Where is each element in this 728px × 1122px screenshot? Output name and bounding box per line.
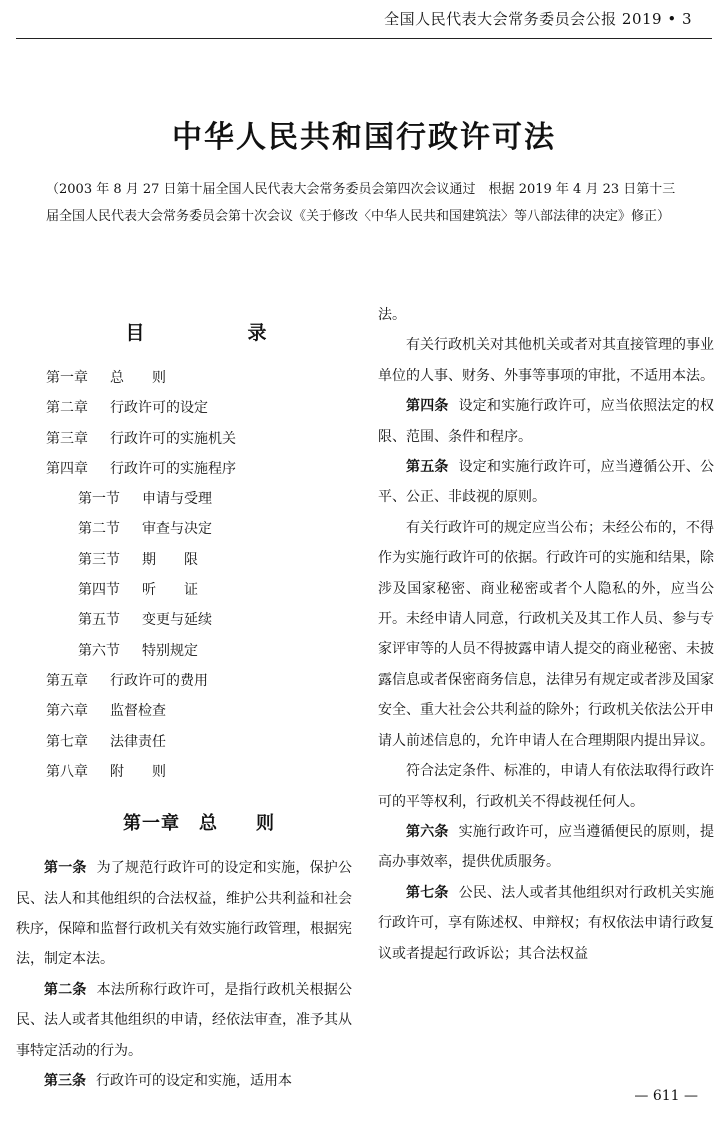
article-text: 行政许可的设定和实施，适用本 — [96, 1073, 292, 1089]
law-title: 中华人民共和国行政许可法 — [172, 120, 556, 155]
left-articles — [16, 853, 353, 1096]
article-text: 有关行政机关对其他机关或者对其直接管理的事业单位的人事、财务、外事等事项的审批，不适用本法。 — [378, 337, 714, 384]
article-paragraph — [378, 513, 714, 756]
journal-header: 全国人民代表大会常务委员会公报 2019 • 3 — [384, 10, 692, 28]
toc-item — [46, 454, 352, 484]
toc-item — [46, 666, 352, 696]
toc-item-label: 行政许可的设定 — [110, 400, 208, 417]
article-text: 实施行政许可，应当遵循便民的原则，提高办事效率，提供优质服务。 — [378, 823, 715, 871]
table-of-contents — [46, 363, 352, 787]
toc-item-label: 附 则 — [110, 763, 166, 780]
article-number: 第三条 — [44, 1073, 86, 1089]
toc-item-label: 听 证 — [142, 582, 198, 599]
toc-item — [46, 545, 352, 575]
article-text: 为了规范行政许可的设定和实施，保护公民、法人和其他组织的合法权益，维护公共利益和社会秩序，保障和监督行政机关有效实施行政管理，根据宪法，制定本法。 — [16, 860, 353, 968]
article-number: 第一条 — [44, 860, 87, 877]
toc-item-label: 监督检查 — [110, 703, 166, 720]
article-paragraph — [16, 975, 352, 1066]
article-paragraph — [16, 1066, 352, 1096]
toc-item-number: 第二节 — [78, 521, 120, 538]
toc-item-label: 行政许可的实施程序 — [110, 460, 236, 477]
article-paragraph — [378, 756, 714, 817]
right-column — [378, 300, 714, 969]
toc-item-number: 第一章 — [46, 370, 88, 386]
toc-item — [46, 393, 352, 423]
toc-item-label: 变更与延续 — [142, 612, 212, 629]
toc-item — [46, 757, 352, 787]
article-paragraph — [378, 330, 714, 391]
article-paragraph — [378, 300, 714, 330]
toc-item — [46, 514, 352, 544]
left-column — [16, 300, 353, 1096]
toc-item-number: 第六章 — [46, 703, 88, 720]
toc-item-number: 第四节 — [78, 582, 120, 599]
toc-item — [46, 424, 352, 454]
article-paragraph — [16, 853, 352, 975]
toc-item — [46, 484, 352, 514]
toc-item-number: 第三节 — [78, 551, 120, 568]
toc-item-label: 特别规定 — [142, 642, 198, 659]
article-text: 本法所称行政许可，是指行政机关根据公民、法人或者其他组织的申请，经依法审查，准予其从事特定活动的行为。 — [16, 981, 353, 1059]
toc-item-number: 第三章 — [46, 430, 88, 447]
chapter-1-heading: 第一章 总 则 — [123, 813, 275, 835]
article-number: 第二条 — [44, 981, 87, 998]
toc-item — [46, 605, 352, 635]
article-text: 公民、法人或者其他组织对行政机关实施行政许可，享有陈述权、申辩权；有权依法申请行政复议或者提起行政诉讼；其合法权益 — [378, 884, 715, 962]
article-text: 有关行政许可的规定应当公布；未经公布的，不得作为实施行政许可的依据。行政许可的实施和结果，除涉及国家秘密、商业秘密或者个人隐私的外，应当公开。未经申请人同意，行政机关及其工作人员、参与专家评审等的人员不得披露申请人提交的商业秘密、未披露信息或者保密商务信息，法律另有规定或者涉及国家安全、重大社会公共利益的除外；行政机关依法公开申请人前述信息的，允许申请人在合理期限内提出异议。 — [378, 519, 714, 749]
toc-item — [46, 696, 352, 726]
toc-item — [46, 636, 352, 666]
toc-item-number: 第七章 — [46, 733, 88, 750]
toc-item-number: 第五章 — [46, 672, 88, 689]
article-paragraph — [378, 817, 714, 878]
article-paragraph — [378, 452, 714, 513]
toc-item-label: 行政许可的费用 — [110, 672, 208, 689]
toc-item-label: 行政许可的实施机关 — [110, 430, 236, 447]
toc-item-number: 第八章 — [46, 763, 88, 780]
toc-item-label: 审查与决定 — [142, 521, 212, 538]
article-paragraph — [378, 878, 714, 969]
article-number: 第七条 — [406, 884, 449, 901]
article-text: 设定和实施行政许可，应当遵循公开、公平、公正、非歧视的原则。 — [378, 459, 715, 506]
toc-item — [46, 575, 352, 605]
article-number: 第六条 — [406, 823, 449, 840]
article-text: 设定和实施行政许可，应当依照法定的权限、范围、条件和程序。 — [378, 398, 715, 445]
toc-item — [46, 363, 352, 393]
toc-item-label: 总 则 — [110, 370, 166, 386]
article-number: 第四条 — [406, 398, 449, 415]
toc-item-number: 第一节 — [78, 491, 120, 508]
toc-title: 目 录 — [125, 322, 309, 344]
page-number: — 611 — — [634, 1088, 698, 1104]
article-text: 法。 — [378, 307, 406, 323]
header-rule — [16, 38, 712, 39]
toc-item-number: 第六节 — [78, 642, 120, 659]
toc-item-number: 第五节 — [78, 612, 120, 629]
toc-item-number: 第四章 — [46, 460, 88, 477]
article-text: 符合法定条件、标准的，申请人有依法取得行政许可的平等权利，行政机关不得歧视任何人。 — [378, 763, 714, 810]
article-paragraph — [378, 391, 714, 452]
toc-item-number: 第二章 — [46, 400, 88, 417]
article-number: 第五条 — [406, 459, 449, 476]
revision-note: （2003 年 8 月 27 日第十届全国人民代表大会常务委员会第四次会议通过 根据 2019 年 4 月 23 日第十三届全国人民代表大会常务委员会第十次会议《关于修改〈中华人民共和国建筑法〉等八部法律的决定》修正） — [46, 182, 676, 224]
toc-item — [46, 727, 352, 757]
toc-item-label: 期 限 — [142, 551, 198, 568]
toc-item-label: 申请与受理 — [142, 491, 212, 508]
toc-item-label: 法律责任 — [110, 733, 166, 750]
